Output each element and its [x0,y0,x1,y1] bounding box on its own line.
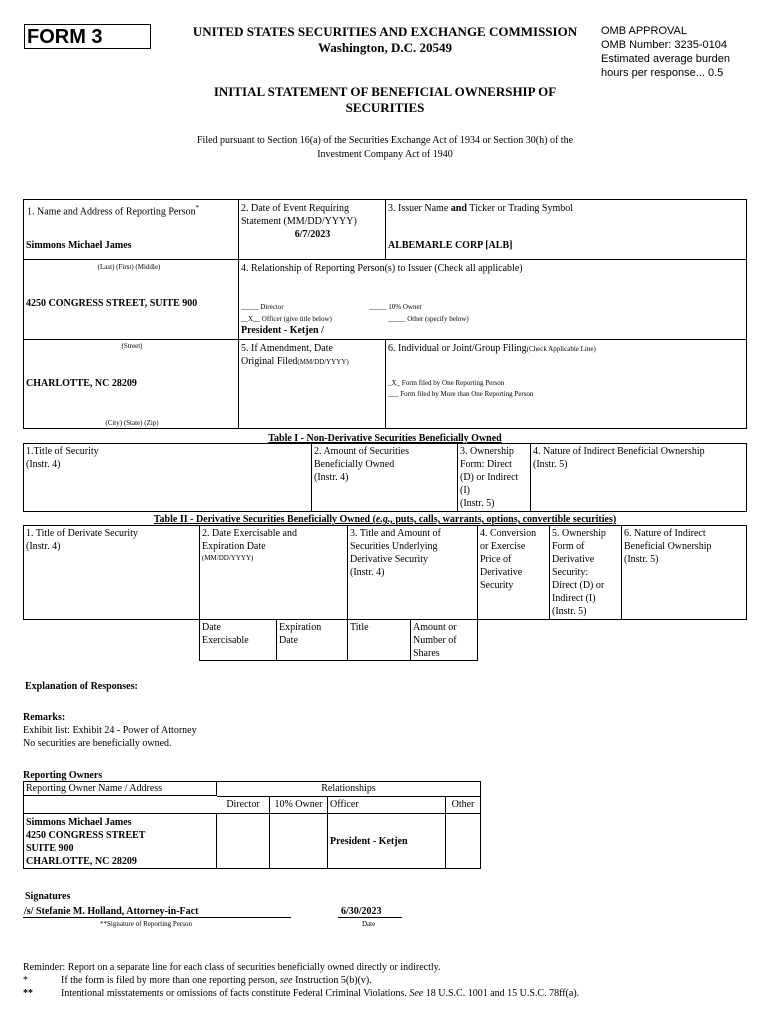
sub-expiration [277,620,348,660]
table2-col5-line: Form of [552,541,585,552]
street-hint: (Street) [121,342,143,350]
table2-col1 [24,526,200,619]
box6-label-small: (Check Applicable Line) [526,345,596,353]
table1-title: Table I - Non-Derivative Securities Beneficially Owned [268,433,502,444]
table2-col2-small: (MM/DD/YYYY) [202,554,254,562]
remarks [23,711,197,750]
reporting-owners-table [23,781,481,869]
box5-amendment [239,339,386,429]
remarks-line2: No securities are beneficially owned. [23,738,172,749]
sub-amount-line: Amount or [413,622,457,633]
table1-col4 [531,444,750,472]
reporting-person-name: Simmons Michael James [26,240,132,251]
table1-col4-line: (Instr. 5) [533,459,568,470]
ro-officer-value: President - Ketjen [330,836,408,847]
ro-director-label: Director [226,799,260,810]
agency-heading [160,24,610,56]
table2-col2-line: 2. Date Exercisable and [202,528,297,539]
sub-date-ex-line: Date [202,622,221,633]
table2-col4-line: or Exercise [480,541,526,552]
box1-name [23,199,239,259]
box4-ten-pct: _____ 10% Owner [369,303,422,311]
ro-director-header [217,796,270,813]
sub-exp-line: Expiration [279,622,322,633]
ro-other-cell [446,813,480,868]
ro-owner-line: Simmons Michael James [26,817,132,828]
note1-post: Instruction 5(b)(v). [292,975,372,986]
filed-pursuant [140,134,630,162]
box1-star: * [195,204,200,212]
issuer-value: ALBEMARLE CORP [ALB] [388,240,513,251]
note2-italic: See [409,988,424,999]
note2 [23,987,743,1000]
sub-title [348,620,411,660]
ro-officer-cell [328,813,446,868]
box1-address [23,259,239,339]
event-date-value: 6/7/2023 [294,229,331,240]
box3-label-post: Ticker or Trading Symbol [466,203,574,214]
table2-col3-line: 3. Title and Amount of [350,528,441,539]
ro-tenpct-header [270,796,328,813]
table1-col1 [24,444,312,511]
table2-col6-line: (Instr. 5) [624,554,659,565]
ro-owner-line: CHARLOTTE, NC 28209 [26,856,137,867]
ro-other-label: Other [451,799,475,810]
note1-pre: If the form is filed by more than one reporting person, [61,975,280,986]
table2-col4-line: 4. Conversion [480,528,537,539]
explanation-heading: Explanation of Responses: [25,681,138,692]
reporting-person-street: 4250 CONGRESS STREET, SUITE 900 [26,298,198,309]
agency-line2: Washington, D.C. 20549 [318,40,452,55]
box3-issuer [386,199,747,259]
statement-title-line2: SECURITIES [345,100,425,115]
ro-owner-line: SUITE 900 [26,843,74,854]
box6-label: 6. Individual or Joint/Group Filing [388,343,527,354]
table2-col2-line: Expiration Date [202,541,266,552]
statement-title [160,84,610,116]
omb-line3: Estimated average burden [601,53,731,65]
table1-col3-line: (D) or Indirect [460,472,519,483]
ro-owner-line: 4250 CONGRESS STREET [26,830,146,841]
table2-col3-line: Derivative Security [350,554,429,565]
table2-subheader [199,620,478,661]
box2-label1: 2. Date of Event Requiring [241,203,350,214]
ro-tenpct-cell [270,813,328,868]
omb-approval [601,24,730,80]
filed-pursuant-line1: Filed pursuant to Section 16(a) of the Securities Exchange Act of 1934 or Section 30(h) of the [196,135,574,146]
table2-title-pre: Table II - Derivative Securities Beneficially Owned ( [153,514,376,525]
ro-owner-cell [24,813,217,868]
sub-exp-line: Date [279,635,298,646]
box6-option2: ___ Form filed by More than One Reporting Person [388,390,534,398]
table1-col3-line: (Instr. 5) [460,498,495,509]
box2-event-date [239,199,386,259]
city-hint: (City) (State) (Zip) [105,419,159,427]
table1-col3-line: (I) [460,485,470,496]
table2-col4-line: Derivative [480,567,523,578]
table2-col5-line: Direct (D) or [552,580,605,591]
table1 [23,443,747,512]
ro-other-header [446,796,480,813]
table2-col6-line: Beneficial Ownership [624,541,712,552]
table2-col5-line: Security: [552,567,589,578]
box5-label1: 5. If Amendment, Date [241,343,333,354]
box3-label-and: and [450,203,467,214]
table2-title-italic: e.g., [375,514,393,525]
table2-col3 [348,526,478,619]
table2-col5-line: (Instr. 5) [552,606,587,617]
table2-col6-line: 6. Nature of Indirect [624,528,706,539]
sub-date-exercisable [200,620,277,660]
statement-title-line1: INITIAL STATEMENT OF BENEFICIAL OWNERSHIP OF [213,84,557,99]
ro-rel-header-label: Relationships [321,783,376,794]
table2-col2 [200,526,348,619]
box4-other: _____ Other (specify below) [388,315,469,323]
table2-col6 [622,526,750,567]
ro-tenpct-label: 10% Owner [274,799,323,810]
sub-amount-line: Shares [413,648,440,659]
form-label: FORM 3 [27,26,103,48]
signature-label-stars: ** [100,920,107,928]
box6-option1: _X_ Form filed by One Reporting Person [388,379,505,387]
signature-label-text: Signature of Reporting Person [107,920,192,928]
table2-col4-line: Security [480,580,514,591]
table1-col2-line: 2. Amount of Securities [314,446,409,457]
note1-italic: see [279,975,293,986]
reporting-owners-heading: Reporting Owners [23,770,103,781]
box5-label2-small: (MM/DD/YYYY) [297,358,349,366]
table1-col3 [458,444,531,511]
table2-col5-line: 5. Ownership [552,528,606,539]
table2-col4 [478,526,550,619]
sub-date-ex-line: Exercisable [202,635,249,646]
ro-director-cell [217,813,270,868]
agency-line1: UNITED STATES SECURITIES AND EXCHANGE COMMISSION [192,24,578,39]
remarks-heading: Remarks: [23,712,66,723]
table2-col1-line: 1. Title of Derivate Security [26,528,138,539]
sub-title-line: Title [350,622,369,633]
signature-date-value: 6/30/2023 [341,906,382,917]
table2-col4-line: Price of [480,554,512,565]
box1-city [23,339,239,429]
box4-director: _____ Director [241,303,284,311]
box1-label: 1. Name and Address of Reporting Person [27,206,196,218]
ro-name-header-label: Reporting Owner Name / Address [26,783,163,794]
note1-mark: * [23,975,28,986]
table1-col2-line: Beneficially Owned [314,459,395,470]
ro-rel-header [217,782,480,796]
table1-col3-line: 3. Ownership [460,446,514,457]
remarks-line1: Exhibit list: Exhibit 24 - Power of Attorney [23,725,197,736]
table1-col1-line: (Instr. 4) [26,459,61,470]
omb-line2: OMB Number: 3235-0104 [601,39,727,51]
note1 [23,974,743,987]
box6-filing [386,339,747,429]
form-label-box [24,24,151,49]
table1-col2-line: (Instr. 4) [314,472,349,483]
signature-label [100,919,192,929]
table1-col2 [312,444,458,511]
ro-officer-label: Officer [330,799,359,810]
note2-post: 18 U.S.C. 1001 and 15 U.S.C. 78ff(a). [423,988,580,999]
box4-relationship [239,259,747,339]
signature-line [23,917,291,918]
table2-title-post: puts, calls, warrants, options, convertible securities) [392,514,617,525]
reminder: Reminder: Report on a separate line for each class of securities beneficially owned directly or indirectly. [23,962,441,973]
table2-col5 [550,526,622,619]
note2-pre: Intentional misstatements or omissions of facts constitute Federal Criminal Violations. [61,988,410,999]
signature-value: /s/ Stefanie M. Holland, Attorney-in-Fact [24,906,199,917]
table1-col1-line: 1.Title of Security [26,446,99,457]
omb-line1: OMB APPROVAL [601,25,687,37]
officer-title: President - Ketjen / [241,325,324,336]
table2-col3-line: (Instr. 4) [350,567,385,578]
signatures-heading: Signatures [25,891,71,902]
omb-line4: hours per response... 0.5 [601,67,724,79]
sub-amount [411,620,481,661]
table1-col3-line: Form: Direct [460,459,512,470]
note2-mark: ** [23,988,33,999]
table2 [23,525,747,620]
box4-label: 4. Relationship of Reporting Person(s) to Issuer (Check all applicable) [241,263,523,274]
date-line [338,917,402,918]
box3-label-pre: 3. Issuer Name [388,203,451,214]
ro-name-header [24,782,217,796]
table2-col1-line: (Instr. 4) [26,541,61,552]
box4-officer: __X__ Officer (give title below) [241,315,332,323]
name-hint: (Last) (First) (Middle) [97,263,161,271]
table2-col5-line: Derivative [552,554,595,565]
sub-amount-line: Number of [413,635,457,646]
ro-officer-header [328,796,446,813]
date-label: Date [362,920,376,928]
reporting-person-city: CHARLOTTE, NC 28209 [26,378,137,389]
box5-label2: Original Filed [241,356,298,367]
filed-pursuant-line2: Investment Company Act of 1940 [317,149,453,160]
table1-col4-line: 4. Nature of Indirect Beneficial Ownership [533,446,705,457]
box2-label2: Statement (MM/DD/YYYY) [241,216,357,227]
table2-col3-line: Securities Underlying [350,541,438,552]
table2-col5-line: Indirect (I) [552,593,596,604]
